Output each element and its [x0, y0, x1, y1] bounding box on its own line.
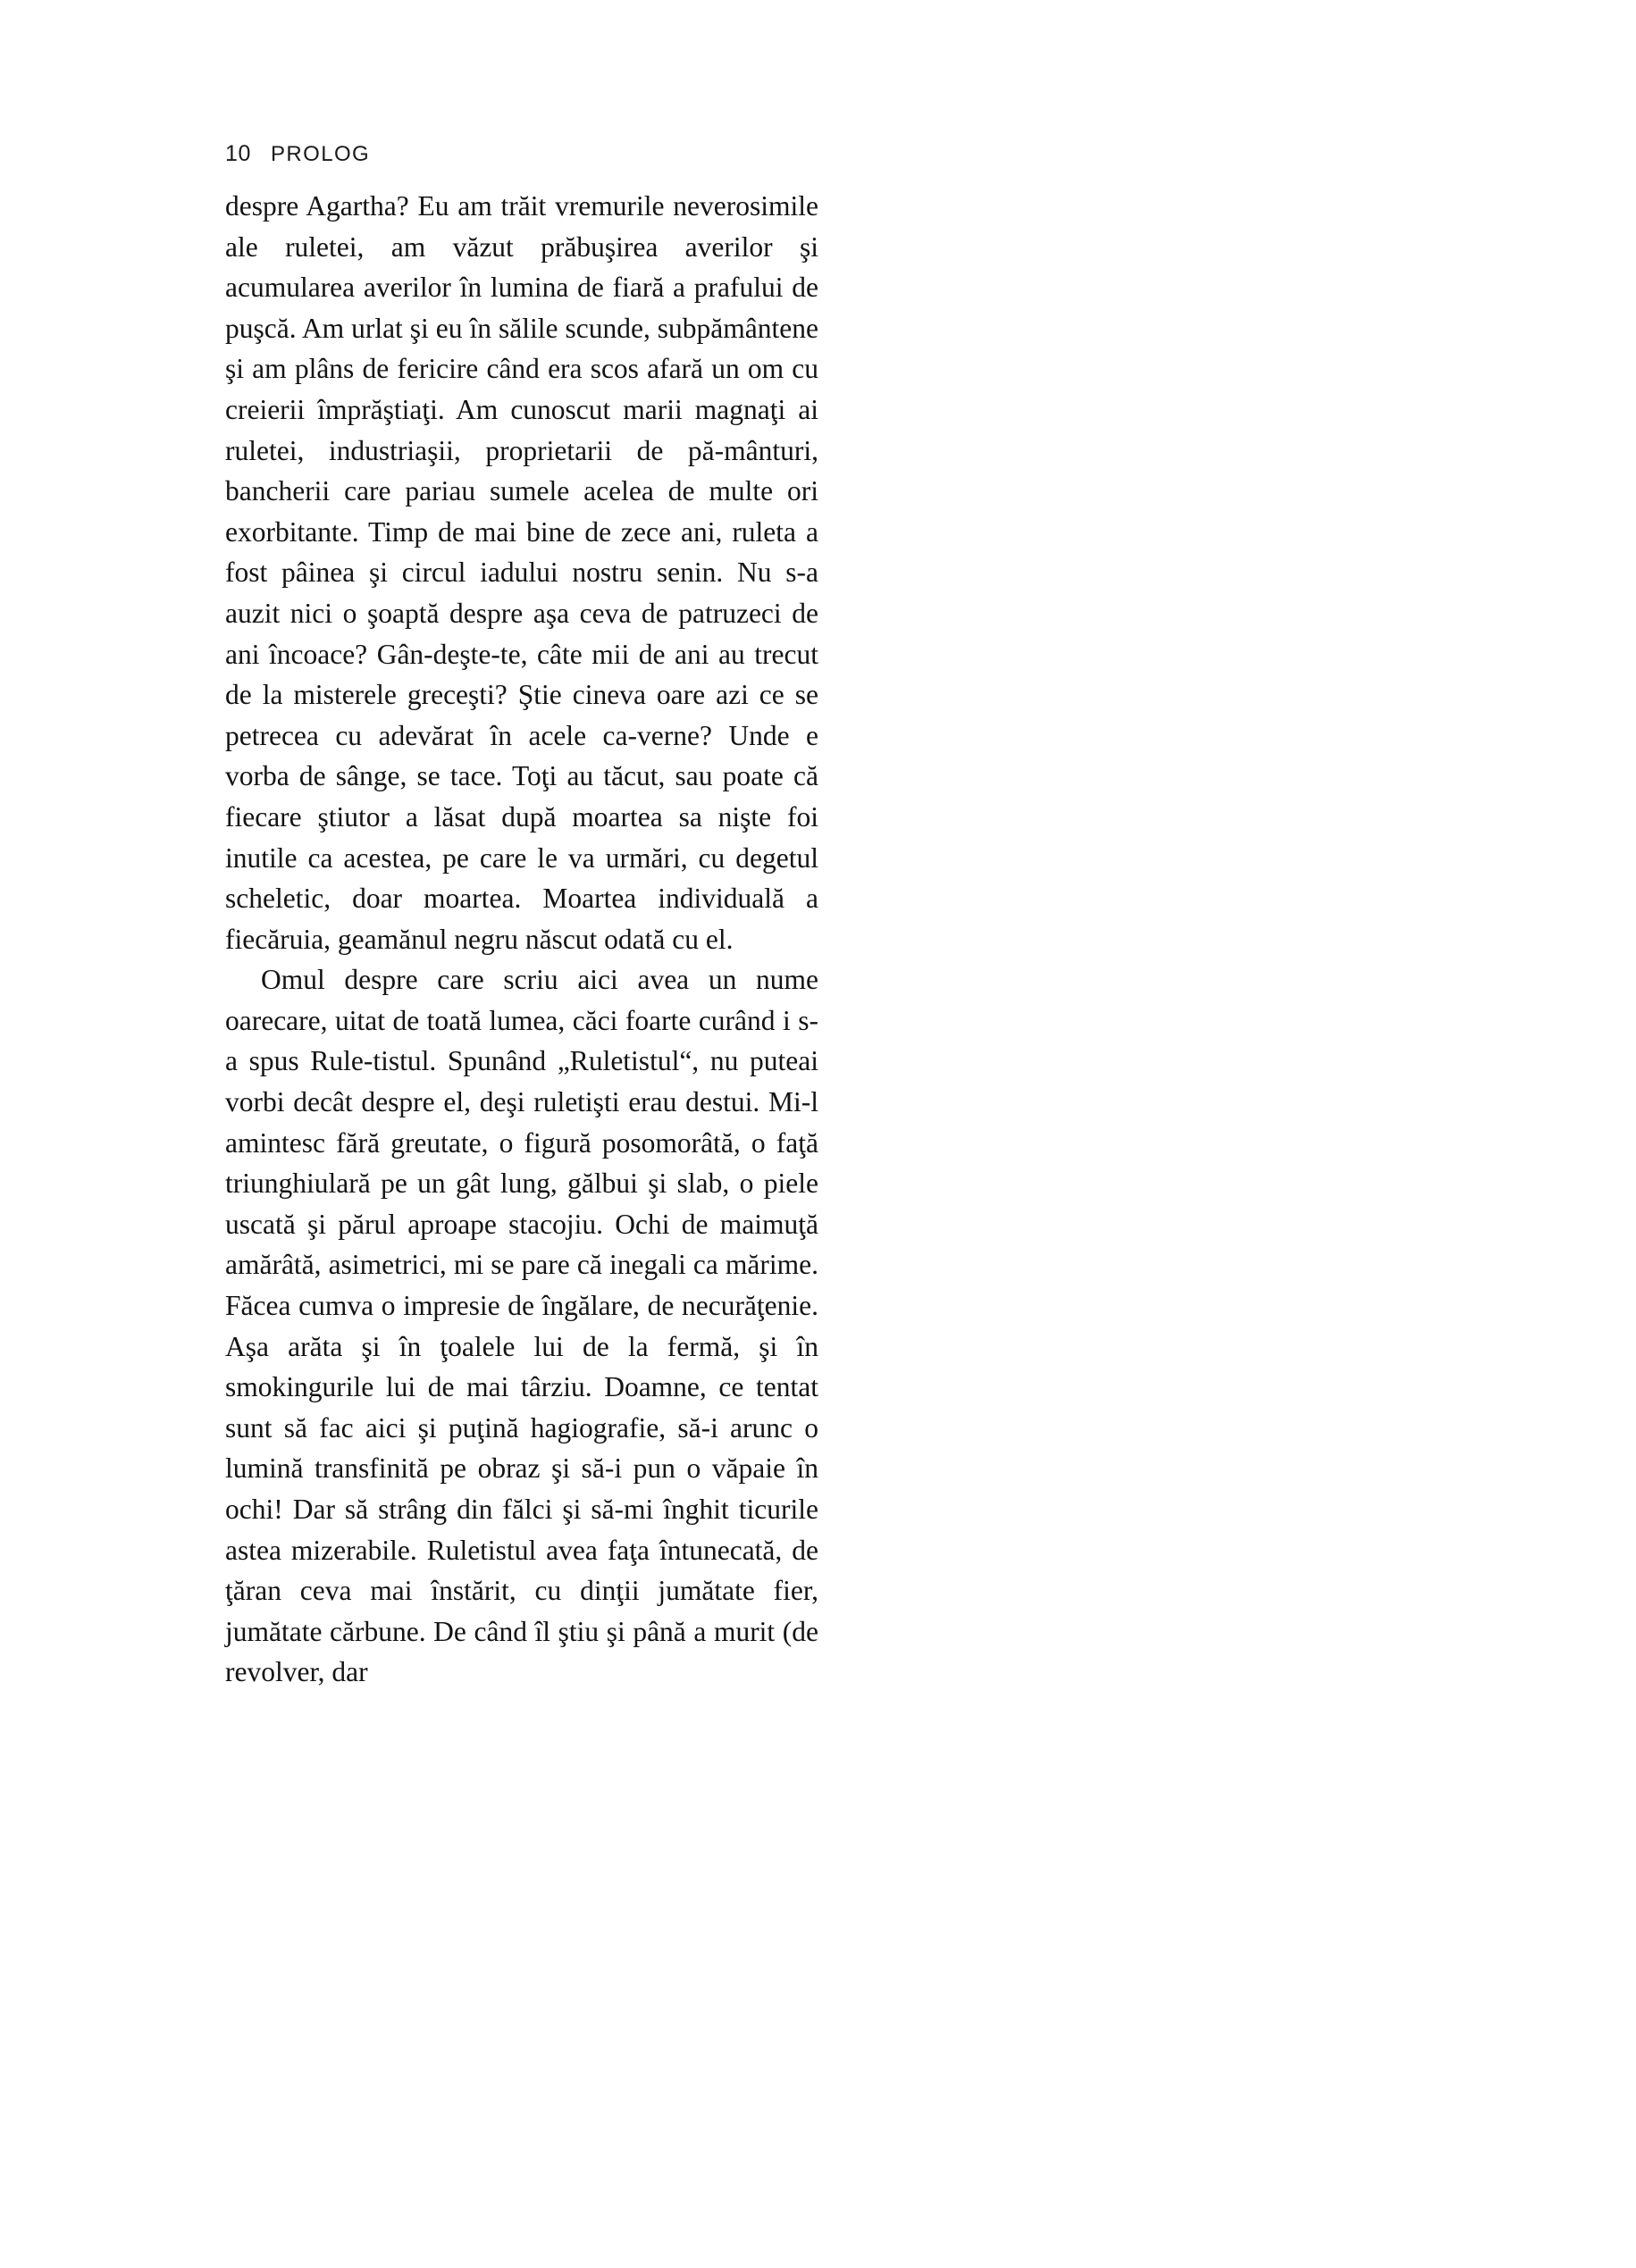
paragraph: Omul despre care scriu aici avea un nume oarecare, uitat de toată lumea, căci foarte curând i s-a spus Rule-tistul. Spunând „Ruletistul“, nu puteai vorbi decât despre el, deşi ruletişti erau destui. Mi-l amintesc fără greutate, o figură posomorâtă, o faţă triunghiulară pe un gât lung, gălbui şi slab, o piele uscată şi părul aproape stacojiu. Ochi de maimuţă amărâtă, asimetrici, mi se pare că inegali ca mărime. Făcea cumva o impresie de îngălare, de necurăţenie. Aşa arăta şi în ţoalele lui de la fermă, şi în smokingurile lui de mai târziu. Doamne, ce tentat sunt să fac aici şi puţină hagiografie, să-i arunc o lumină transfinită pe obraz şi să-i pun o văpaie în ochi! Dar să strâng din fălci şi să-mi înghit ticurile astea mizerabile. Ruletistul avea faţa întunecată, de ţăran ceva mai înstărit, cu dinţii jumătate fier, jumătate cărbune. De când îl ştiu şi până a murit (de revolver, dar [225, 964, 818, 1688]
running-head: PROLOG [271, 142, 371, 166]
page-number: 10 [225, 141, 252, 166]
body-text [225, 186, 818, 1693]
page-header [225, 141, 370, 167]
paragraph: despre Agartha? Eu am trăit vremurile neverosimile ale ruletei, am văzut prăbuşirea averilor şi acumularea averilor în lumina de fiară a prafului de puşcă. Am urlat şi eu în sălile scunde, subpământene şi am plâns de fericire când era scos afară un om cu creierii împrăştiaţi. Am cunoscut marii magnaţi ai ruletei, industriaşii, proprietarii de pă-mânturi, bancherii care pariau sumele acelea de multe ori exorbitante. Timp de mai bine de zece ani, ruleta a fost pâinea şi circul iadului nostru senin. Nu s-a auzit nici o şoaptă despre aşa ceva de patruzeci de ani încoace? Gân-deşte-te, câte mii de ani au trecut de la misterele greceşti? Ştie cineva oare azi ce se petrecea cu adevărat în acele ca-verne? Unde e vorba de sânge, se tace. Toţi au tăcut, sau poate că fiecare ştiutor a lăsat după moartea sa nişte foi inutile ca acestea, pe care le va urmări, cu degetul scheletic, doar moartea. Moartea individuală a fiecăruia, geamănul negru născut odată cu el. [225, 190, 818, 955]
